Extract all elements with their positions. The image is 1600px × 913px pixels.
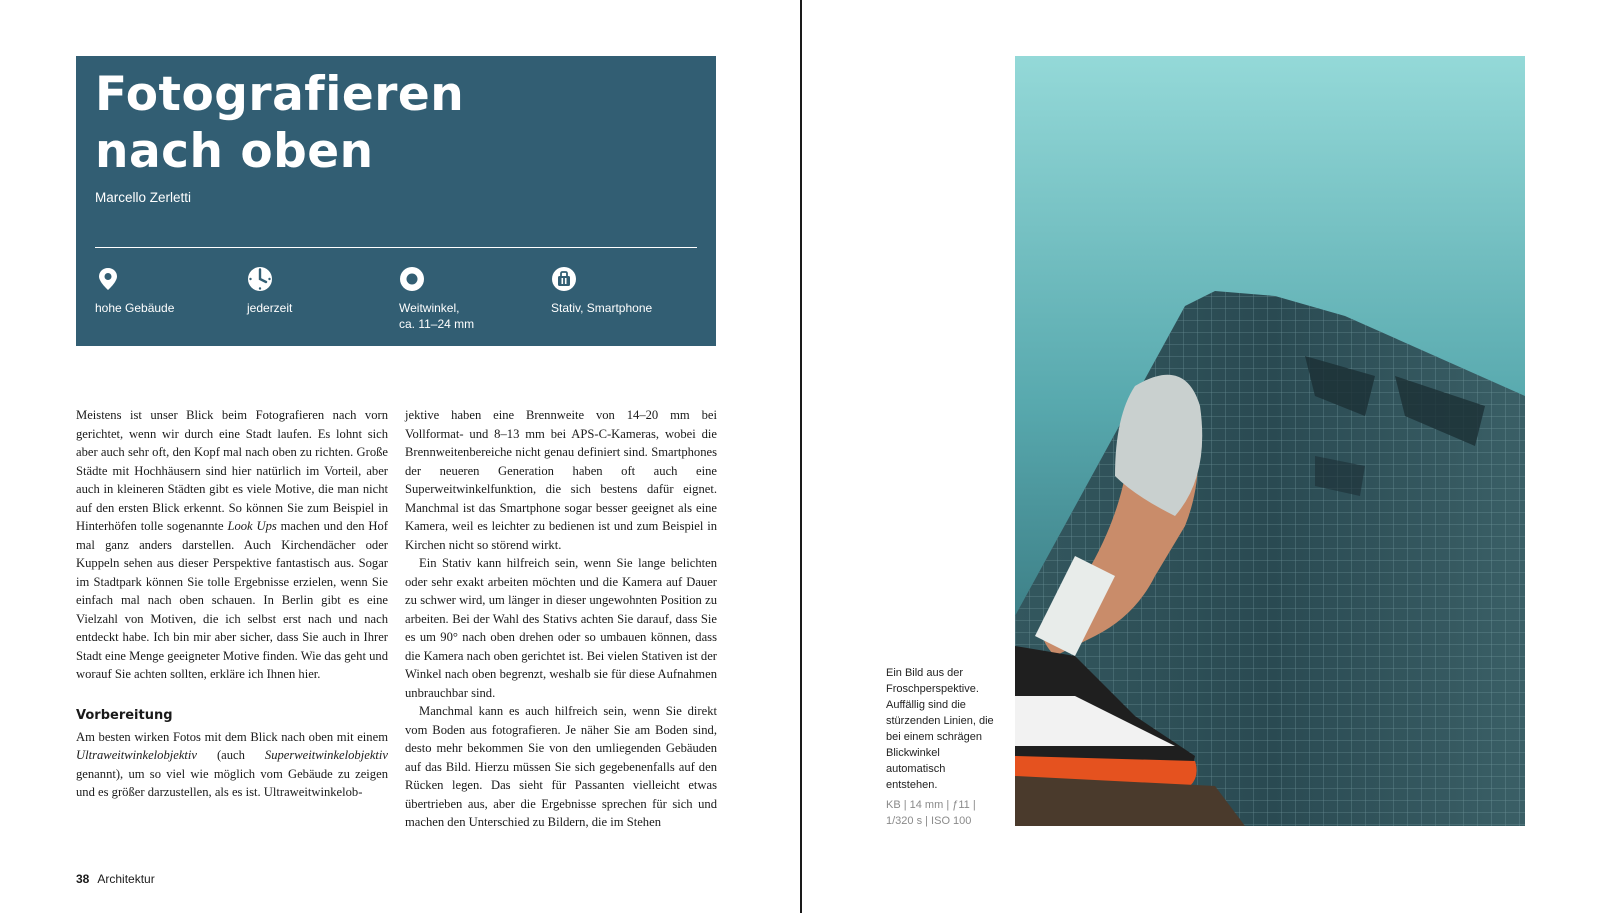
header-divider: [95, 247, 697, 248]
info-lens-label: Weitwinkel, ca. 11–24 mm: [399, 301, 475, 331]
page-number: 38: [76, 872, 90, 886]
info-lens: [399, 266, 549, 332]
bag-icon: [551, 266, 577, 292]
paragraph-tripod: Ein Stativ kann hilfreich sein, wenn Sie lange belichten oder sehr exakt arbeiten möchten und die Kamera auf Dauer zu schwer wird, um länger in dieser ungewohnten Position zu arbeiten. Bei der Wahl des Stativs achten Sie darauf, dass Sie es um 90° nach oben drehen oder so umbauen können, dass die Kamera nach oben gerichtet ist. Bei vielen Stativen ist der Winkel nach oben begrenzt, weshalb sie für diese Aufnahmen unbrauchbar sind.: [405, 556, 717, 700]
paragraph-intro: Meistens ist unser Blick beim Fotografieren nach vorn gerichtet, wenn wir durch eine Stadt laufen. Es lohnt sich aber auch sehr oft, den Kopf mal nach oben zu richten. Große Städte mit Hochhäusern sind hier natürlich im Vorteil, aber auch in kleineren Städten gibt es viele Motive, die man nicht auf den ersten Blick erkennt. So können Sie zum Beispiel in Hinterhöfen tolle sogenannte Look Ups machen und den Hof mal ganz anders darstellen. Auch Kirchendächer oder Kuppeln sehen aus dieser Perspektive fantastisch aus. Sogar im Stadtpark können Sie tolle Ergebnisse erzielen, wenn Sie einfach mal nach oben schauen. In Berlin gibt es eine Vielzahl von Motiven, die ich selbst erst nach und nach entdeckt habe. Ich bin mir aber sicher, dass Sie auch in Ihrer Stadt eine Menge geeigneter Motive finden. Wie das geht und worauf Sie achten sollten, erkläre ich Ihnen hier.: [76, 408, 388, 681]
location-pin-icon: [95, 266, 121, 292]
section-name: Architektur: [97, 872, 155, 886]
section-heading: Vorbereitung: [76, 707, 173, 723]
paragraph-preparation: Am besten wirken Fotos mit dem Blick nach oben mit einem Ultraweitwinkelobjektiv (auch Superweitwinkelobjektiv genannt), um so viel wie möglich vom Gebäude zu zeigen und es größer darzustellen, als es ist. Ultraweitwinkelob-: [76, 729, 388, 799]
info-gear: [551, 266, 701, 316]
photo-caption: [886, 665, 998, 829]
info-gear-label: Stativ, Smartphone: [551, 301, 653, 315]
lens-icon: [399, 266, 425, 292]
photo-illustration: [1015, 56, 1525, 826]
author-name: Marcello Zerletti: [95, 190, 192, 205]
paragraph-lenses: jektive haben eine Brennweite von 14–20 mm bei Vollformat- und 8–13 mm bei APS-C-Kameras, wobei die Brennweitenbereiche nicht genau definiert sind. Smartphones der neueren Generation haben oft auch eine Superweitwinkelfunktion, die sich bestens dafür eignet. Manchmal ist das Smartphone sogar besser geeignet als eine Kamera, weil es leichter zu bedienen ist und zum Beispiel in Kirchen nicht so störend wirkt.: [405, 408, 717, 552]
info-time: [247, 266, 397, 316]
caption-exif: KB | 14 mm | ƒ11 | 1/320 s | ISO 100: [886, 799, 976, 827]
page-footer: [76, 872, 155, 886]
caption-text: Ein Bild aus der Froschperspektive. Auffällig sind die stürzenden Linien, die bei einem schrägen Blickwinkel automatisch entstehen.: [886, 667, 994, 791]
text-column-2: [405, 406, 717, 832]
paragraph-ground: Manchmal kann es auch hilfreich sein, wenn Sie direkt vom Boden aus fotografieren. Je näher Sie am Boden sind, desto mehr bekommen Sie von den umliegenden Gebäuden auf das Bild. Hierzu müssen Sie sich gegebenenfalls auf den Rücken legen. Das sieht für Passanten vielleicht etwas übertrieben aus, aber die Ergebnisse sprechen für sich und machen den Unterschied zu Bildern, die im Stehen: [405, 704, 717, 829]
photo-frog-perspective: [1015, 56, 1525, 826]
info-location-label: hohe Gebäude: [95, 301, 175, 315]
page-title: [95, 66, 464, 180]
clock-icon: [247, 266, 273, 292]
info-location: [95, 266, 245, 316]
info-time-label: jederzeit: [247, 301, 293, 315]
page-gutter: [800, 0, 802, 913]
header-box: [76, 56, 716, 346]
title-line-1: Fotografieren: [95, 67, 465, 122]
title-line-2: nach oben: [95, 124, 374, 179]
text-column-1: [76, 406, 388, 802]
